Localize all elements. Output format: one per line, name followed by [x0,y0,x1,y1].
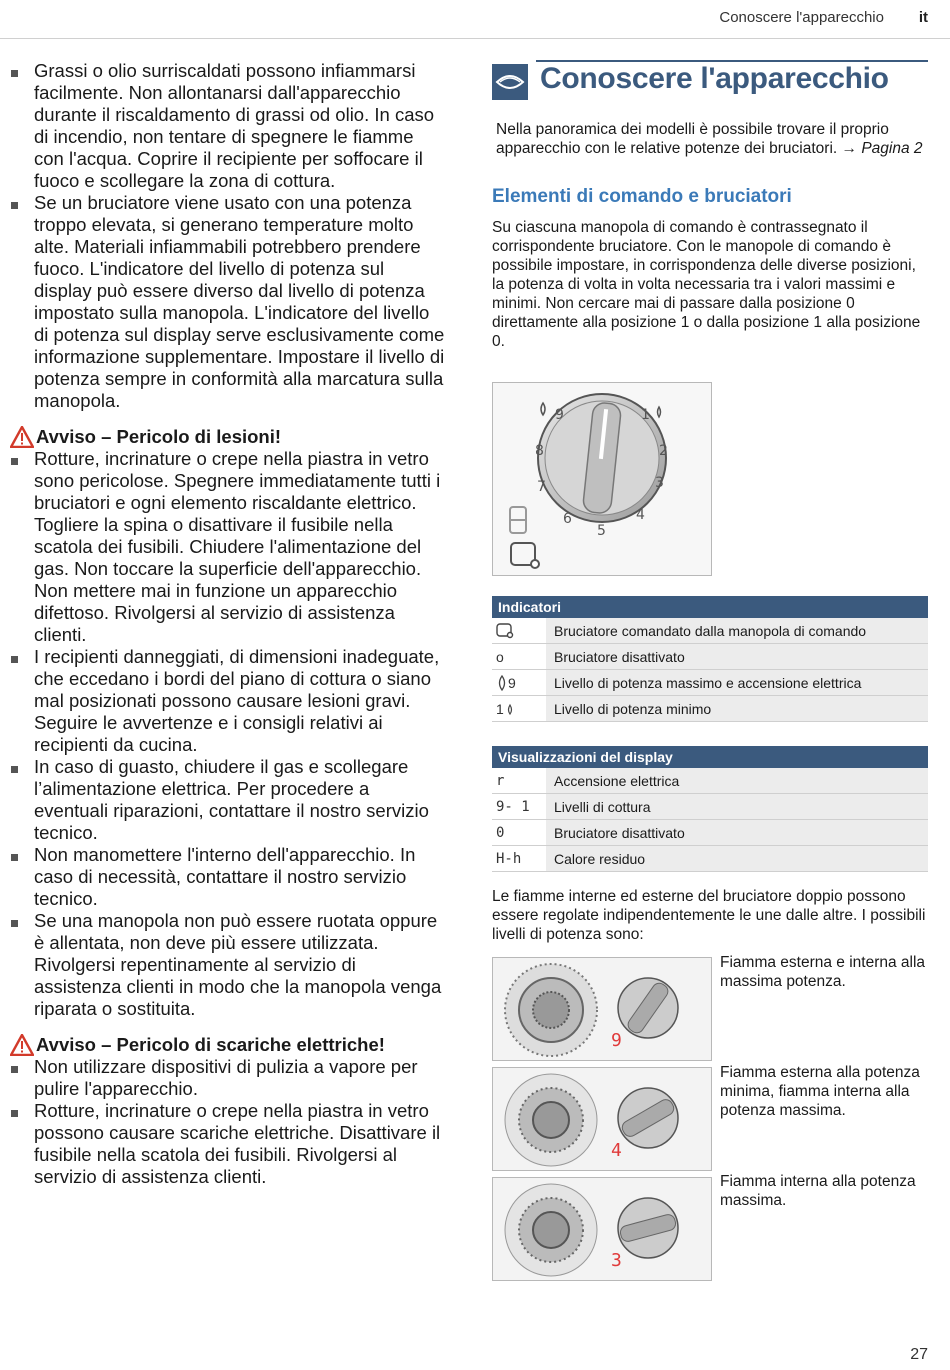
table-cell: Calore residuo [546,846,928,871]
indicators-table-title: Indicatori [492,596,928,618]
indicators-table [492,596,928,722]
table-cell: Bruciatore disattivato [546,820,928,845]
display-table-title: Visualizzazioni del display [492,746,928,768]
dial-number: 2 [659,443,668,459]
list-item: Rotture, incrinature o crepe nella piastra in vetro possono causare scariche elettriche. Disattivare il fusibile nella scatola dei fusibili. Rivolgersi al servizio di assistenza clienti. [10,1100,446,1188]
intro-paragraph [492,120,928,158]
dial-number: 3 [655,475,664,491]
list-item: I recipienti danneggiati, di dimensioni inadeguate, che eccedano i bordi del piano di cottura o siano mal posizionati possono causare lesioni gravi. Seguire le avvertenze e i consigli relativi ai recipienti da cucina. [10,646,446,756]
list-item: Se una manopola non può essere ruotata oppure è allentata, non deve più essere utilizzata. Rivolgersi repentinamente al servizio di assistenza clienti in modo che la manopola venga riparata o sostituita. [10,910,446,1020]
small-flame-icon [658,407,661,417]
list-item: Rotture, incrinature o crepe nella piastra in vetro sono pericolose. Spegnere immediatamente tutti i bruciatori e ogni elemento riscaldante elettrico. Togliere la spina o disattivare il fusibile nella scatola dei fusibili. Chiudere l'alimentazione del gas. Non toccare la superficie dell'apparecchio. Non mettere mai in funzione un apparecchio difettoso. Rivolgersi al servizio di assistenza clienti. [10,448,446,646]
table-cell: Livello di potenza minimo [546,696,928,721]
dial-number: 8 [535,443,544,459]
burner-caption: Fiamma esterna e interna alla massima potenza. [720,954,926,990]
section-heading [492,60,928,106]
running-header: Conoscere l'apparecchio [719,9,884,26]
controls-subheading: Elementi di comando e bruciatori [492,186,792,207]
burner-knob-icon [496,623,514,639]
dial-number: 4 [636,507,645,523]
safety-list-a [10,60,446,412]
control-knob-illustration [492,382,712,576]
table-cell: Livelli di cottura [546,794,928,819]
safety-list-c [10,1056,446,1188]
flame-icon [496,675,508,691]
section-title: Conoscere l'apparecchio [540,62,889,95]
table-row [492,618,928,644]
safety-list-b [10,448,446,1020]
warning-injury-text: Avviso – Pericolo di lesioni! [36,426,282,447]
list-item: Grassi o olio surriscaldati possono infiammarsi facilmente. Non allontanarsi dall'apparecchio durante il riscaldamento di grassi od olio. In caso di incendio, non tentare di spegnere le fiamme con l'acqua. Coprire il recipiente per soffocare il fuoco e scollegare la zona di cottura. [10,60,446,192]
small-flame-icon [504,702,516,716]
burner-caption: Fiamma interna alla potenza massima. [720,1173,916,1209]
flame-icon [541,403,545,415]
dial-number: 9 [555,407,564,423]
table-symbol: 9- 1 [496,798,530,815]
list-item: Non utilizzare dispositivi di pulizia a vapore per pulire l'apparecchio. [10,1056,446,1100]
right-column [492,60,928,1271]
table-cell: Accensione elettrica [546,768,928,793]
table-symbol: H-h [496,850,522,867]
page-reference-link[interactable]: Pagina 2 [861,140,923,157]
dial-number: 6 [563,511,572,527]
list-item: Se un bruciatore viene usato con una potenza troppo elevata, si generano temperature molto alte. Materiali infiammabili potrebbero prendere fuoco. L'indicatore del livello di potenza sul display può essere diverso dal livello di potenza impostato sulla manopola. L'indicatore del livello di potenza sul display serve esclusivamente come informazione supplementare. Impostare il livello di potenza sempre in conformità alla marcatura sulla manopola. [10,192,446,412]
table-cell: Bruciatore comandato dalla manopola di comando [546,618,928,643]
left-column [10,60,446,1188]
symbol-text: 1 [496,700,504,717]
table-symbol [492,618,546,643]
burner-illustration [492,1067,712,1171]
table-symbol: r [496,772,505,789]
warning-triangle-icon [10,426,34,448]
symbol-text: 9 [508,674,516,691]
flames-intro: Le fiamme interne ed esterne del bruciatore doppio possono essere regolate indipendentemente le une dalle altre. I possibili livelli di potenza sono: [492,888,926,943]
warning-injury-heading [10,426,446,448]
dial-number: 1 [641,407,650,423]
warning-triangle-icon [10,1034,34,1056]
burner-level-display: 4 [611,1140,622,1161]
warning-electric-heading [10,1034,446,1056]
table-symbol [492,696,546,721]
table-cell: Livello di potenza massimo e accensione elettrica [546,670,928,695]
table-cell: Bruciatore disattivato [546,644,928,669]
table-symbol [492,670,546,695]
table-row [492,696,928,722]
burner-level-display: 9 [611,1030,622,1051]
eye-icon [492,64,528,100]
list-item: In caso di guasto, chiudere il gas e scollegare l’alimentazione elettrica. Per procedere a eventuali riparazioni, contattare il nostro servizio tecnico. [10,756,446,844]
intro-text: Nella panoramica dei modelli è possibile trovare il proprio apparecchio con le relative potenze dei bruciatori. [496,121,889,157]
table-row [492,794,928,820]
page-number: 27 [910,1346,928,1363]
knob-diagram [493,383,711,575]
arrow-right-icon: → [841,140,858,157]
table-row [492,820,928,846]
language-tag: it [918,9,928,26]
table-row [492,644,928,670]
table-symbol: 0 [496,824,505,841]
burner-caption: Fiamma esterna alla potenza minima, fiamma interna alla potenza massima. [720,1064,920,1119]
table-symbol: o [496,648,504,665]
table-row [492,670,928,696]
controls-description: Su ciascuna manopola di comando è contrassegnato il corrispondente bruciatore. Con le manopole di comando è possibile impostare, in corrispondenza delle diverse posizioni, la potenza di volta in volta necessaria tra i valori massimi e minimi. Non cercare mai di passare dalla posizione 0 direttamente alla posizione 1 o dalla posizione 1 alla posizione 0. [492,219,921,350]
table-row [492,768,928,794]
dial-number: 5 [597,523,606,539]
dial-number: 7 [537,479,546,495]
burner-level-display: 3 [611,1250,622,1271]
header-divider [0,38,950,39]
warning-electric-text: Avviso – Pericolo di scariche elettriche! [36,1034,385,1055]
display-table [492,746,928,872]
burner-illustration [492,957,712,1061]
list-item: Non manomettere l'interno dell'apparecchio. In caso di necessità, contattare il nostro servizio tecnico. [10,844,446,910]
table-row [492,846,928,872]
burner-illustration [492,1177,712,1281]
